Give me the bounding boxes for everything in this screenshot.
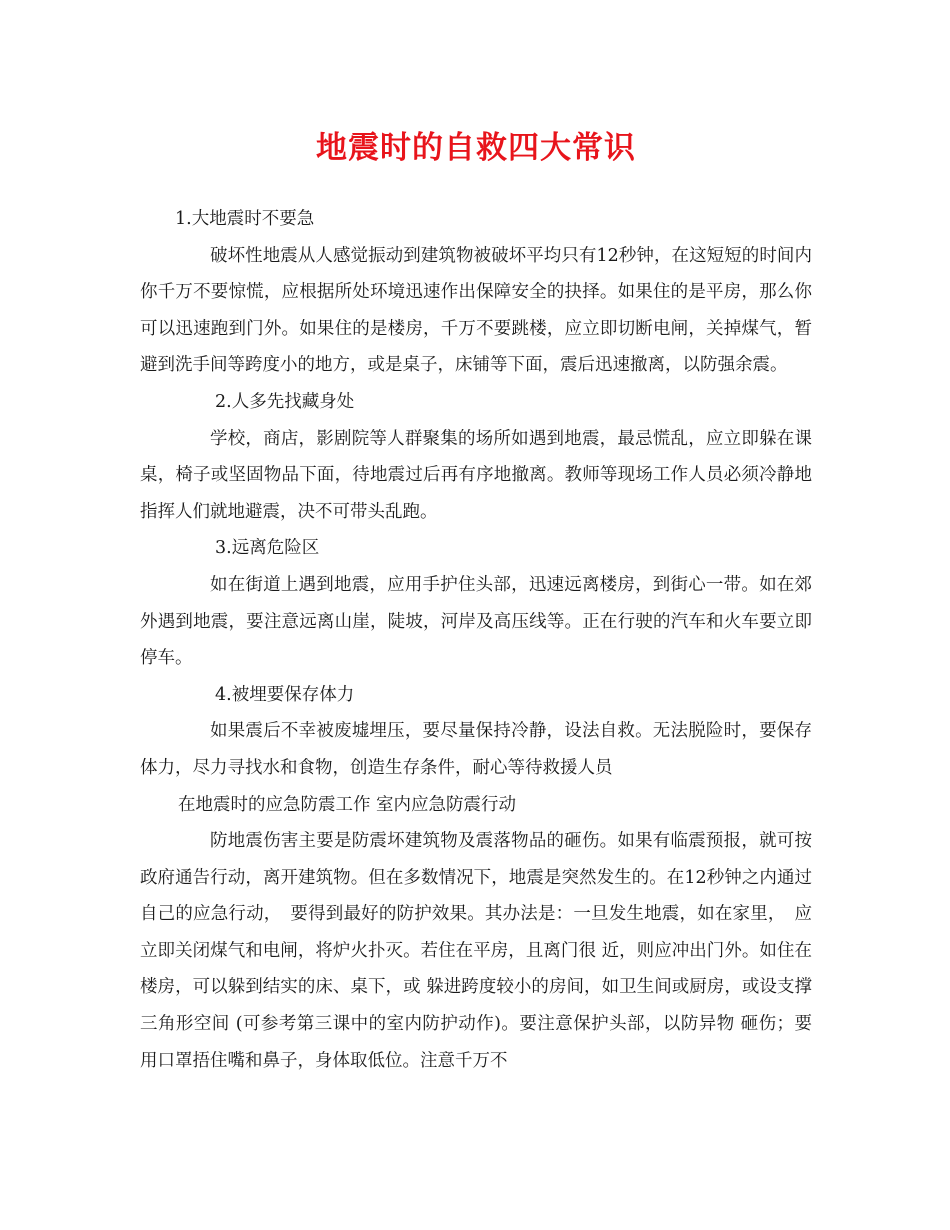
paragraph-4: 如果震后不幸被废墟埋压，要尽量保持冷静，设法自救。无法脱险时，要保存体力，尽力寻找水和食物，创造生存条件，耐心等待救援人员: [140, 721, 812, 778]
paragraph-3: 如在街道上遇到地震，应用手护住头部，迅速远离楼房，到街心一带。如在郊外遇到地震，要注意远离山崖，陡坡，河岸及高压线等。正在行驶的汽车和火车要立即停车。: [140, 574, 812, 669]
paragraph-5: 防地震伤害主要是防震坏建筑物及震落物品的砸伤。如果有临震预报，就可按政府通告行动，离开建筑物。但在多数情况下，地震是突然发生的。在12秒钟之内通过自己的应急行动， 要得到最好的防护效果。其办法是：一旦发生地震，如在家里， 应立即关闭煤气和电闸，将炉火扑灭。若住在平房，且离门很 近，则应冲出门外。如住在楼房，可以躲到结实的床、桌下，或 躲进跨度较小的房间，如卫生间或厨房，或设支撑三角形空间 (可参考第三课中的室内防护动作)。要注意保护头部，以防异物 砸伤；要用口罩捂住嘴和鼻子，身体取低位。注意千万不: [140, 831, 812, 1071]
paragraph-2: 学校，商店，影剧院等人群聚集的场所如遇到地震，最忌慌乱，应立即躲在课桌，椅子或坚固物品下面，待地震过后再有序地撤离。教师等现场工作人员必须冷静地指挥人们就地避震，决不可带头乱跑。: [140, 428, 812, 522]
section-heading-4: 4.被埋要保存体力: [215, 684, 355, 705]
section-heading-3: 3.远离危险区: [215, 538, 320, 559]
section-heading-2: 2.人多先找藏身处: [215, 391, 355, 412]
document-body: [140, 201, 812, 1079]
paragraph-1: 破坏性地震从人感觉振动到建筑物被破坏平均只有12秒钟，在这短短的时间内你千万不要惊慌，应根据所处环境迅速作出保障安全的抉择。如果住的是平房，那么你可以迅速跑到门外。如果住的是楼房，千万不要跳楼，应立即切断电闸，关掉煤气，暂避到洗手间等跨度小的地方，或是桌子，床铺等下面，震后迅速撤离，以防强余震。: [140, 245, 812, 376]
section-heading-1: 1.大地震时不要急: [175, 209, 315, 229]
document-title: 地震时的自救四大常识: [316, 130, 636, 166]
subsection-heading: 在地震时的应急防震工作 室内应急防震行动: [178, 794, 517, 815]
